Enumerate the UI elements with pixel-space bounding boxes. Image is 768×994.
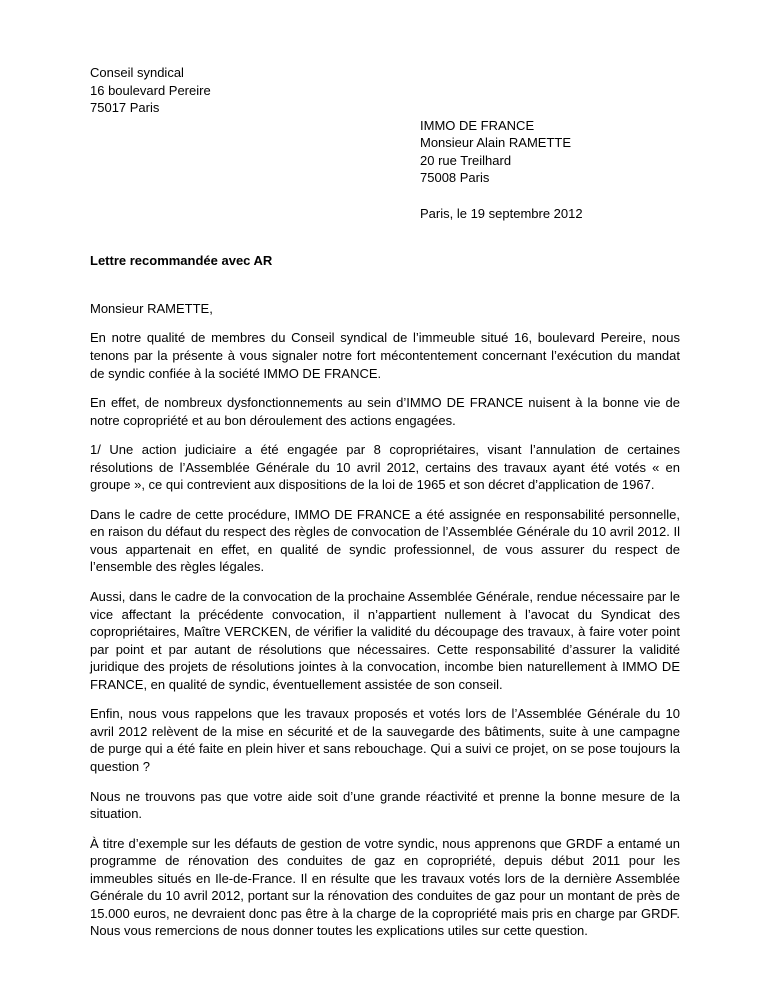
- sender-address: [90, 64, 680, 117]
- paragraph-5: Aussi, dans le cadre de la convocation de la prochaine Assemblée Générale, rendue nécessaire par le vice affectant la précédente convocation, il n’appartient nullement à l’avocat du Syndicat des copropriétaires, Maître VERCKEN, de vérifier la validité du découpage des travaux, à faire voter point par point et par autant de résolutions que nécessaires. Cette responsabilité d’assurer la validité juridique des projets de résolutions jointes à la convocation, incombe bien naturellement à IMMO DE FRANCE, en qualité de syndic, éventuellement assistée de son conseil.: [90, 589, 680, 692]
- paragraph-7: Nous ne trouvons pas que votre aide soit d’une grande réactivité et prenne la bonne mesure de la situation.: [90, 788, 680, 822]
- recipient-street: 20 rue Treilhard: [420, 152, 512, 168]
- recipient-name: Monsieur Alain RAMETTE: [420, 135, 571, 151]
- sender-name: Conseil syndical: [90, 65, 184, 80]
- date-line: Paris, le 19 septembre 2012: [420, 205, 583, 221]
- recipient-address: [420, 117, 680, 187]
- paragraph-4: Dans le cadre de cette procédure, IMMO DE FRANCE a été assignée en responsabilité personnelle, en raison du défaut du respect des règles de convocation de l’Assemblée Générale du 10 avril 2012. Il vous appartenait en effet, en qualité de syndic professionnel, de vous assurer du respect de l’ensemble des règles légales.: [90, 506, 680, 575]
- subject-line: Lettre recommandée avec AR: [90, 253, 273, 269]
- sender-street: 16 boulevard Pereire: [90, 82, 211, 98]
- salutation: Monsieur RAMETTE,: [90, 300, 213, 316]
- paragraph-2: En effet, de nombreux dysfonctionnements au sein d’IMMO DE FRANCE nuisent à la bonne vie de notre copropriété et au bon déroulement des actions engagées.: [90, 395, 680, 428]
- recipient-city: 75008 Paris: [420, 170, 490, 186]
- paragraph-3: 1/ Une action judiciaire a été engagée par 8 copropriétaires, visant l’annulation de certaines résolutions de l’Assemblée Générale du 10 avril 2012, certains des travaux ayant été votés « en groupe », ce qui contrevient aux dispositions de la loi de 1965 et son décret d’application de 1967.: [90, 442, 680, 493]
- letter-body: [90, 329, 680, 939]
- recipient-company: IMMO DE FRANCE: [420, 117, 535, 133]
- sender-city: 75017 Paris: [90, 100, 160, 116]
- paragraph-6: Enfin, nous vous rappelons que les travaux proposés et votés lors de l’Assemblée Générale du 10 avril 2012 relèvent de la mise en sécurité et de la sauvegarde des bâtiments, suite à une campagne de purge qui a été faite en plein hiver et sans rebouchage. Qui a suivi ce projet, on se pose toujours la question ?: [90, 706, 680, 774]
- paragraph-1: En notre qualité de membres du Conseil syndical de l’immeuble situé 16, boulevard Pereire, nous tenons par la présente à vous signaler notre fort mécontentement concernant l’exécution du mandat de syndic confiée à la société IMMO DE FRANCE.: [90, 330, 680, 381]
- paragraph-8: À titre d’exemple sur les défauts de gestion de votre syndic, nous apprenons que GRDF a entamé un programme de rénovation des conduites de gaz en copropriété, depuis début 2011 pour les immeubles situés en Ile-de-France. Il en résulte que les travaux votés lors de la dernière Assemblée Générale du 10 avril 2012, portant sur la rénovation des conduites de gaz pour un montant de près de 15.000 euros, ne devraient donc pas être à la charge de la copropriété mais pris en charge par GRDF. Nous vous remercions de nous donner toutes les explications utiles sur cette question.: [90, 835, 680, 939]
